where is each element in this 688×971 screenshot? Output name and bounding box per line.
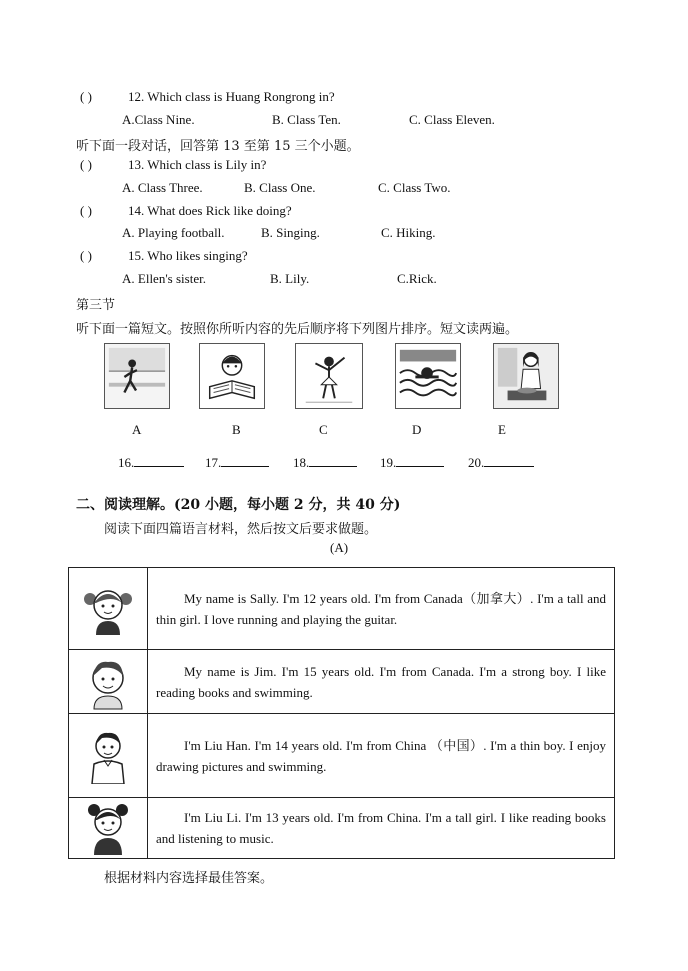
reading-footer-instruction: 根据材料内容选择最佳答案。 xyxy=(104,871,274,886)
answer-blank-16[interactable] xyxy=(118,454,184,471)
section3-title: 第三节 xyxy=(76,298,116,313)
reading-text-liu-li: I'm Liu Li. I'm 13 years old. I'm from China. I'm a tall girl. I like reading books and listening to music. xyxy=(156,810,606,846)
option-13-c[interactable]: C. Class Two. xyxy=(378,180,451,195)
option-15-c[interactable]: C.Rick. xyxy=(397,271,437,286)
option-14-a[interactable]: A. Playing football. xyxy=(122,225,225,240)
question-15: 15. Who likes singing? xyxy=(128,248,248,263)
question-13: 13. Which class is Lily in? xyxy=(128,157,267,172)
question-14: 14. What does Rick like doing? xyxy=(128,203,292,218)
picture-label-e: E xyxy=(498,422,506,437)
answer-blank-18[interactable] xyxy=(293,454,357,471)
table-row xyxy=(69,714,615,798)
option-12-c[interactable]: C. Class Eleven. xyxy=(409,112,495,127)
option-12-a[interactable]: A.Class Nine. xyxy=(122,112,195,127)
blank-number-20: 20. xyxy=(468,455,485,470)
option-12-b[interactable]: B. Class Ten. xyxy=(272,112,341,127)
girl-buns-avatar-icon xyxy=(69,800,147,856)
reading-text-jim: My name is Jim. I'm 15 years old. I'm from Canada. I'm a strong boy. I like reading books and swimming. xyxy=(156,663,606,700)
option-14-c[interactable]: C. Hiking. xyxy=(381,225,436,240)
part-label-a: (A) xyxy=(330,540,349,555)
reading-section-title: 二、阅读理解。(20 小题，每小题 2 分，共 40 分) xyxy=(76,497,401,513)
option-14-b[interactable]: B. Singing. xyxy=(261,225,320,240)
option-13-a[interactable]: A. Class Three. xyxy=(122,180,203,195)
blank-number-19: 19. xyxy=(380,455,397,470)
answer-blank-17[interactable] xyxy=(205,454,269,471)
answer-blank-20[interactable] xyxy=(468,454,534,471)
reading-text-cell xyxy=(148,798,615,859)
question-12: 12. Which class is Huang Rongrong in? xyxy=(128,89,335,104)
answer-paren-14[interactable]: ( ) xyxy=(80,203,92,218)
blank-number-16: 16. xyxy=(118,455,135,470)
option-15-b[interactable]: B. Lily. xyxy=(270,271,310,286)
boy-avatar-icon xyxy=(69,654,147,710)
reading-material-table xyxy=(68,567,615,859)
girl-pigtails-avatar-icon xyxy=(69,581,147,637)
blank-number-18: 18. xyxy=(293,455,310,470)
answer-paren-12[interactable]: ( ) xyxy=(80,89,92,104)
table-row xyxy=(69,798,615,859)
picture-label-a: A xyxy=(132,422,142,437)
reading-text-cell xyxy=(148,568,615,650)
blank-number-17: 17. xyxy=(205,455,222,470)
girl-running-icon xyxy=(104,343,170,409)
boy-shirt-avatar-icon xyxy=(69,728,147,784)
option-13-b[interactable]: B. Class One. xyxy=(244,180,316,195)
answer-paren-15[interactable]: ( ) xyxy=(80,248,92,263)
table-row xyxy=(69,568,615,650)
reading-text-cell xyxy=(148,650,615,714)
avatar-cell xyxy=(69,798,148,859)
reading-instruction: 阅读下面四篇语言材料，然后按文后要求做题。 xyxy=(104,522,378,537)
boy-reading-icon xyxy=(199,343,265,409)
reading-text-cell xyxy=(148,714,615,798)
instruction-13-15: 听下面一段对话，回答第 13 至第 15 三个小题。 xyxy=(76,139,360,154)
picture-label-b: B xyxy=(232,422,241,437)
answer-paren-13[interactable]: ( ) xyxy=(80,157,92,172)
girl-dancing-icon xyxy=(295,343,363,409)
option-15-a[interactable]: A. Ellen's sister. xyxy=(122,271,206,286)
section3-instruction: 听下面一篇短文。按照你所听内容的先后顺序将下列图片排序。短文读两遍。 xyxy=(76,322,519,337)
reading-text-liu-han: I'm Liu Han. I'm 14 years old. I'm from China （中国）. I'm a thin boy. I enjoy drawing pictures and swimming. xyxy=(156,737,606,774)
avatar-cell xyxy=(69,568,148,650)
girl-cooking-icon xyxy=(493,343,559,409)
avatar-cell xyxy=(69,650,148,714)
answer-blank-19[interactable] xyxy=(380,454,444,471)
swimming-icon xyxy=(395,343,461,409)
reading-text-sally: My name is Sally. I'm 12 years old. I'm from Canada（加拿大）. I'm a tall and thin girl. I love running and playing the guitar. xyxy=(156,590,606,627)
avatar-cell xyxy=(69,714,148,798)
picture-label-c: C xyxy=(319,422,328,437)
picture-label-d: D xyxy=(412,422,422,437)
table-row xyxy=(69,650,615,714)
